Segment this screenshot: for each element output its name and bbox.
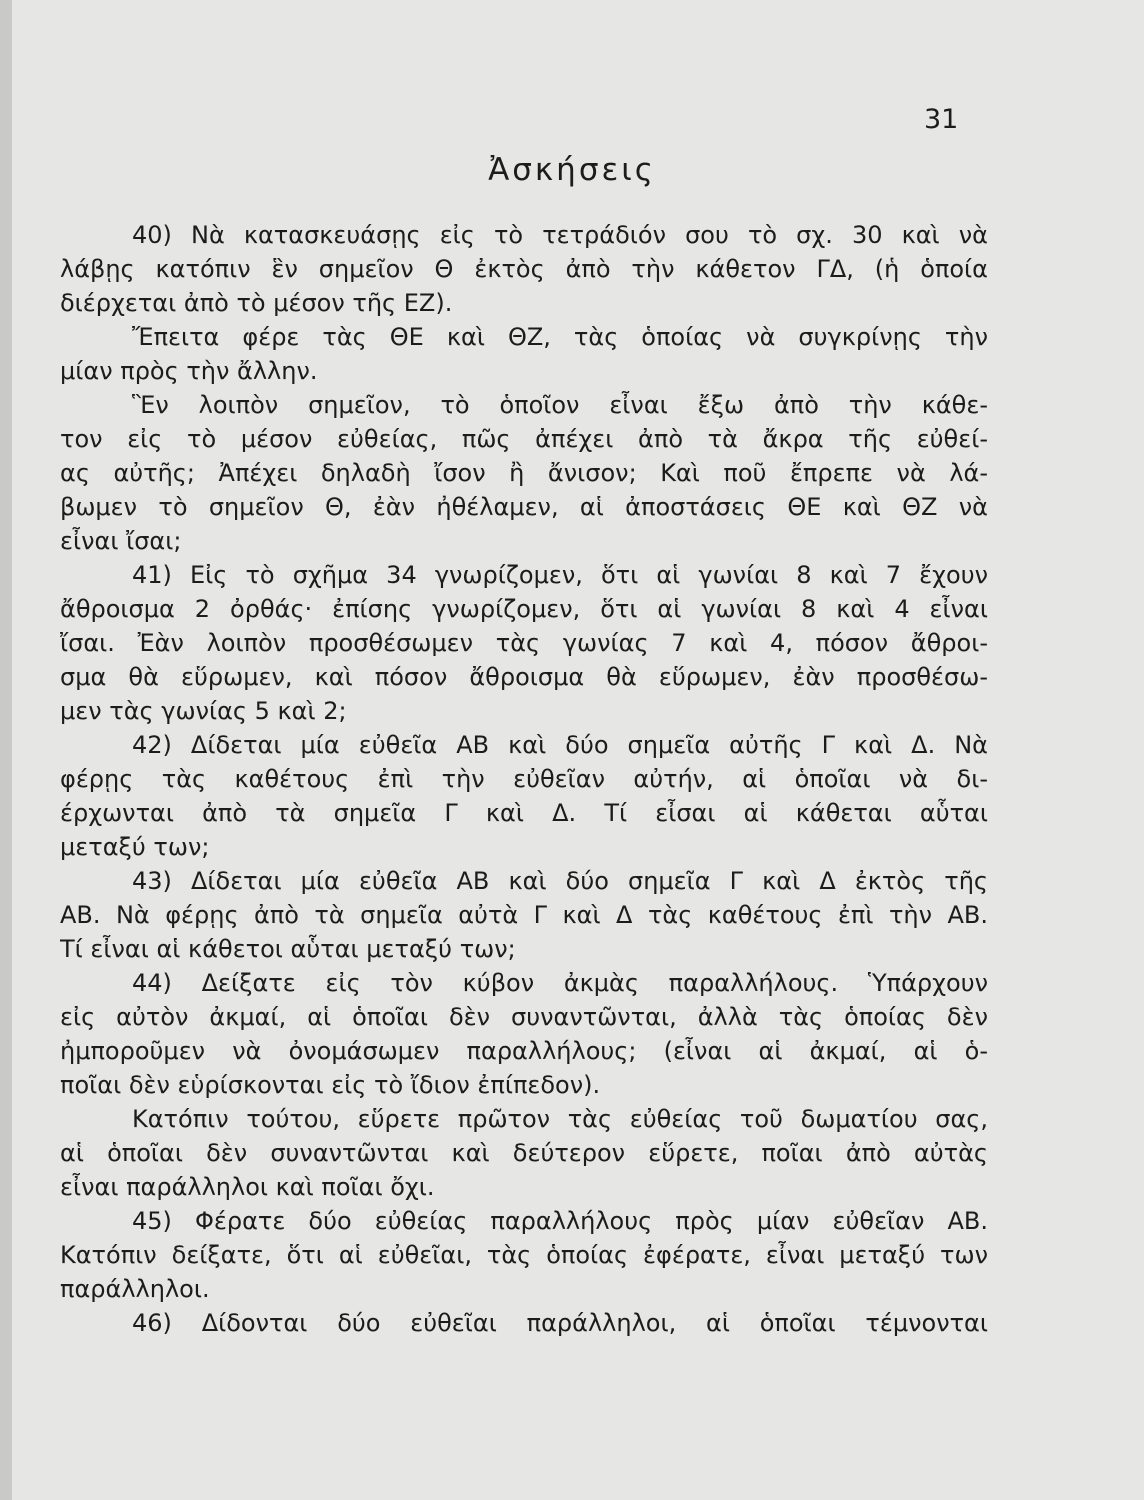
- text-line: 46) Δίδονται δύο εὐθεῖαι παράλληλοι, αἱ ὁποῖαι τέμνονται: [132, 1309, 988, 1337]
- text-line: τον εἰς τὸ μέσον εὐθείας, πῶς ἀπέχει ἀπὸ τὰ ἄκρα τῆς εὐθεί-: [60, 425, 988, 453]
- text-line: Ἔπειτα φέρε τὰς ΘΕ καὶ ΘΖ, τὰς ὁποίας νὰ συγκρίνῃς τὴν: [132, 323, 988, 351]
- text-line: φέρῃς τὰς καθέτους ἐπὶ τὴν εὐθεῖαν αὐτήν, αἱ ὁποῖαι νὰ δι-: [60, 765, 988, 793]
- text-line: εἶναι παράλληλοι καὶ ποῖαι ὄχι.: [60, 1173, 435, 1201]
- text-line: μεν τὰς γωνίας 5 καὶ 2;: [60, 697, 347, 725]
- exercise-text: [60, 218, 988, 1340]
- text-line: παράλληλοι.: [60, 1275, 210, 1303]
- text-line: Ἓν λοιπὸν σημεῖον, τὸ ὁποῖον εἶναι ἔξω ἀπὸ τὴν κάθε-: [132, 391, 988, 419]
- text-line: 45) Φέρατε δύο εὐθείας παραλλήλους πρὸς μίαν εὐθεῖαν ΑΒ.: [132, 1207, 988, 1235]
- text-line: αἱ ὁποῖαι δὲν συναντῶνται καὶ δεύτερον εὕρετε, ποῖαι ἀπὸ αὐτὰς: [60, 1139, 988, 1167]
- scan-edge: [0, 0, 12, 1500]
- text-line: 40) Νὰ κατασκευάσῃς εἰς τὸ τετράδιόν σου τὸ σχ. 30 καὶ νὰ: [132, 221, 988, 249]
- text-line: 41) Εἰς τὸ σχῆμα 34 γνωρίζομεν, ὅτι αἱ γωνίαι 8 καὶ 7 ἔχουν: [132, 561, 988, 589]
- text-line: ΑΒ. Νὰ φέρῃς ἀπὸ τὰ σημεῖα αὐτὰ Γ καὶ Δ τὰς καθέτους ἐπὶ τὴν ΑΒ.: [60, 901, 988, 929]
- text-line: διέρχεται ἀπὸ τὸ μέσον τῆς ΕΖ).: [60, 289, 453, 317]
- text-line: βωμεν τὸ σημεῖον Θ, ἐὰν ἠθέλαμεν, αἱ ἀποστάσεις ΘΕ καὶ ΘΖ νὰ: [60, 493, 988, 521]
- text-line: Τί εἶναι αἱ κάθετοι αὗται μεταξύ των;: [60, 935, 516, 963]
- text-line: σμα θὰ εὕρωμεν, καὶ πόσον ἄθροισμα θὰ εὕρωμεν, ἐὰν προσθέσω-: [60, 663, 988, 691]
- text-line: ας αὐτῆς; Ἀπέχει δηλαδὴ ἴσον ἢ ἄνισον; Καὶ ποῦ ἔπρεπε νὰ λά-: [60, 459, 988, 487]
- text-line: Κατόπιν δείξατε, ὅτι αἱ εὐθεῖαι, τὰς ὁποίας ἐφέρατε, εἶναι μεταξύ των: [60, 1241, 988, 1269]
- text-line: ἠμποροῦμεν νὰ ὀνομάσωμεν παραλλήλους; (εἶναι αἱ ἀκμαί, αἱ ὁ-: [60, 1037, 988, 1065]
- text-line: λάβῃς κατόπιν ἓν σημεῖον Θ ἐκτὸς ἀπὸ τὴν κάθετον ΓΔ, (ἡ ὁποία: [60, 255, 988, 283]
- text-line: μεταξύ των;: [60, 833, 210, 861]
- text-line: 44) Δείξατε εἰς τὸν κύβον ἀκμὰς παραλλήλους. Ὑπάρχουν: [132, 969, 988, 997]
- text-line: ἄθροισμα 2 ὀρθάς· ἐπίσης γνωρίζομεν, ὅτι αἱ γωνίαι 8 καὶ 4 εἶναι: [60, 595, 988, 623]
- text-line: 42) Δίδεται μία εὐθεῖα ΑΒ καὶ δύο σημεῖα αὐτῆς Γ καὶ Δ. Νὰ: [132, 731, 988, 759]
- text-line: ποῖαι δὲν εὑρίσκονται εἰς τὸ ἴδιον ἐπίπεδον).: [60, 1071, 601, 1099]
- text-line: ἴσαι. Ἐὰν λοιπὸν προσθέσωμεν τὰς γωνίας 7 καὶ 4, πόσον ἄθροι-: [60, 629, 988, 657]
- text-line: έρχωνται ἀπὸ τὰ σημεῖα Γ καὶ Δ. Τί εἶσαι αἱ κάθεται αὗται: [60, 799, 988, 827]
- page-number: 31: [924, 104, 959, 135]
- text-line: μίαν πρὸς τὴν ἄλλην.: [60, 357, 318, 385]
- text-line: Κατόπιν τούτου, εὕρετε πρῶτον τὰς εὐθείας τοῦ δωματίου σας,: [132, 1105, 988, 1133]
- text-line: εἰς αὐτὸν ἀκμαί, αἱ ὁποῖαι δὲν συναντῶνται, ἀλλὰ τὰς ὁποίας δὲν: [60, 1003, 988, 1031]
- text-line: εἶναι ἴσαι;: [60, 527, 182, 555]
- page-title: Ἀσκήσεις: [488, 152, 656, 188]
- text-line: 43) Δίδεται μία εὐθεῖα ΑΒ καὶ δύο σημεῖα Γ καὶ Δ ἐκτὸς τῆς: [132, 867, 988, 895]
